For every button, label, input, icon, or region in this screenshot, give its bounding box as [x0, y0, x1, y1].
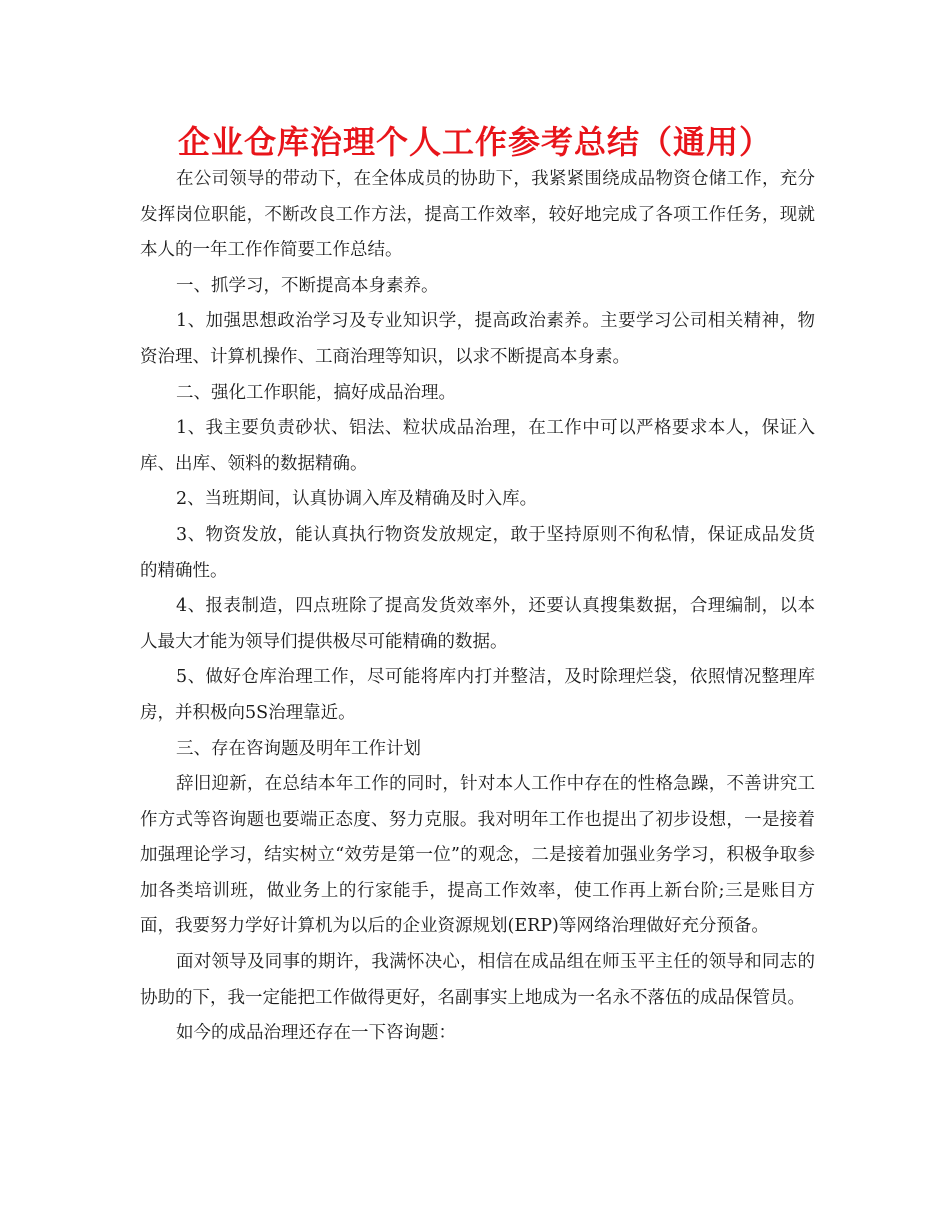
paragraph-issues: 如今的成品治理还存在一下咨询题： [176, 1023, 456, 1044]
paragraph-study: 1、加强思想政治学习及专业知识学，提高政治素养。主要学习公司相关精神，物资治理、计算机操作、工商治理等知识，以求不断提高本身素。 [140, 311, 815, 367]
paragraph-item-2: 2、当班期间，认真协调入库及精确及时入库。 [176, 489, 538, 510]
paragraph-resolve: 面对领导及同事的期许，我满怀决心，相信在成品组在师玉平主任的领导和同志的协助的下，我一定能把工作做得更好，名副事实上地成为一名永不落伍的成品保管员。 [140, 952, 815, 1008]
paragraph-item-3: 3、物资发放，能认真执行物资发放规定，敢于坚持原则不徇私情，保证成品发货的精确性。 [140, 524, 815, 581]
section-heading-1: 一、抓学习，不断提高本身素养。 [176, 275, 439, 296]
paragraph-item-5: 5、做好仓库治理工作，尽可能将库内打并整洁，及时除理烂袋，依照情况整理库房，并积极向5S治理靠近。 [140, 667, 815, 723]
paragraph-item-4: 4、报表制造，四点班除了提高发货效率外，还要认真搜集数据，合理编制，以本人最大才能为领导们提供极尽可能精确的数据。 [140, 596, 815, 652]
document-body [140, 162, 815, 1052]
section-heading-2: 二、强化工作职能，搞好成品治理。 [176, 382, 456, 403]
paragraph-intro: 在公司领导的带动下，在全体成员的协助下，我紧紧围绕成品物资仓储工作，充分发挥岗位职能，不断改良工作方法，提高工作效率，较好地完成了各项工作任务，现就本人的一年工作作简要工作总结。 [140, 169, 815, 261]
section-heading-3: 三、存在咨询题及明年工作计划 [176, 738, 421, 759]
paragraph-plan: 辞旧迎新，在总结本年工作的同时，针对本人工作中存在的性格急躁，不善讲究工作方式等咨询题也要端正态度、努力克服。我对明年工作也提出了初步设想，一是接着加强理论学习，结实树立“效劳是第一位”的观念，二是接着加强业务学习，积极争取参加各类培训班，做业务上的行家能手，提高工作效率，使工作再上新台阶;三是账目方面，我要努力学好计算机为以后的企业资源规划(ERP)等网络治理做好充分预备。 [140, 774, 815, 937]
paragraph-item-1: 1、我主要负责砂状、铝法、粒状成品治理，在工作中可以严格要求本人，保证入库、出库、领料的数据精确。 [140, 418, 815, 474]
document-title: 企业仓库治理个人工作参考总结（通用） [177, 123, 772, 161]
